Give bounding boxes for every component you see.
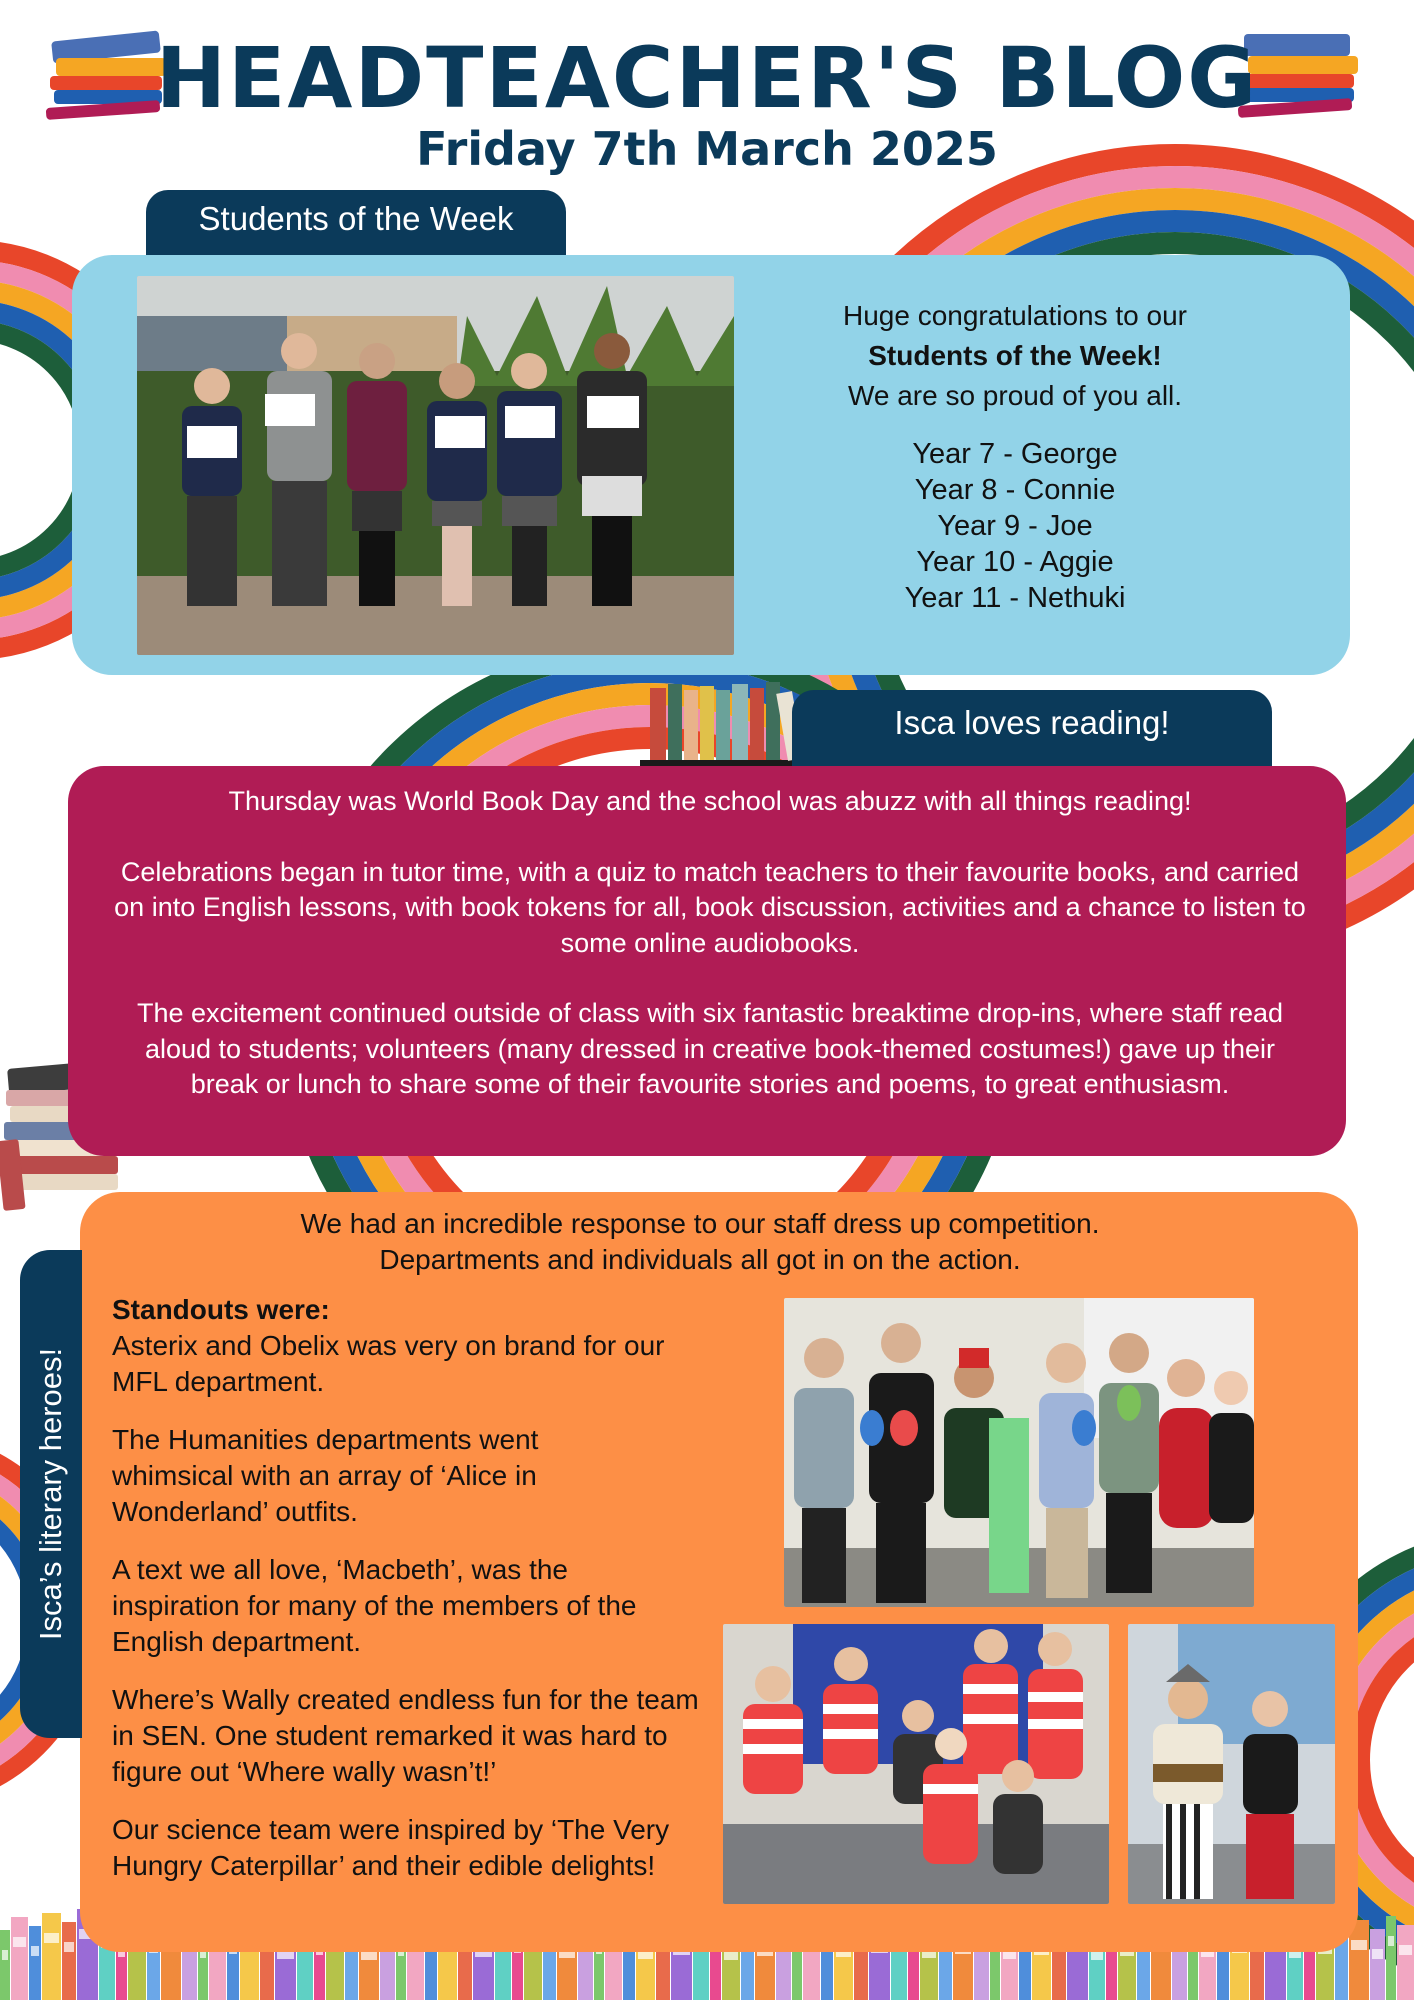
- heading-line-2: Departments and individuals all got in on the action.: [379, 1244, 1021, 1275]
- sotw-line-1: Huge congratulations to our: [843, 300, 1187, 331]
- blog-date: Friday 7th March 2025: [416, 122, 998, 176]
- border-book-spine: [1386, 1916, 1396, 2000]
- border-book-label: [13, 1937, 26, 1947]
- blog-title: HEADTEACHER'S BLOG: [155, 29, 1259, 127]
- sotw-line-3: We are so proud of you all.: [847, 380, 1183, 411]
- reading-paragraph: Thursday was World Book Day and the school was abuzz with all things reading!: [228, 786, 1192, 816]
- standouts-list: [112, 1292, 712, 1906]
- border-book-spine: [42, 1913, 61, 2000]
- border-book-label: [1372, 1949, 1383, 1959]
- heading-line-1: We had an incredible response to our staff dress up competition.: [300, 1208, 1100, 1239]
- winner-item: Year 7 - George: [912, 438, 1118, 470]
- standouts-label: Standouts were:: [112, 1294, 330, 1325]
- winner-item: Year 8 - Connie: [914, 474, 1116, 506]
- staff-costume-photo-science: [784, 1298, 1254, 1607]
- standout-item: A text we all love, ‘Macbeth’, was the inspiration for many of the members of the English department.: [112, 1554, 637, 1657]
- border-book-spine: [62, 1922, 76, 2000]
- literary-heroes-heading: [120, 1206, 1280, 1278]
- winner-item: Year 9 - Joe: [937, 510, 1093, 542]
- border-book-label: [31, 1946, 39, 1956]
- border-book-label: [1388, 1936, 1394, 1946]
- standout-item: Asterix and Obelix was very on brand for our MFL department.: [112, 1330, 665, 1397]
- standout-item: Our science team were inspired by ‘The Very Hungry Caterpillar’ and their edible delights!: [112, 1814, 670, 1881]
- sotw-winner-list: [760, 436, 1270, 616]
- reading-text: [100, 784, 1320, 1138]
- side-tab-label-wrap: [20, 1250, 82, 1738]
- border-book-label: [2, 1950, 8, 1960]
- section-tab-label: Students of the Week: [198, 200, 514, 237]
- winner-item: Year 10 - Aggie: [916, 546, 1114, 578]
- section-tab-reading: [792, 690, 1272, 770]
- border-book-spine: [1397, 1925, 1414, 2000]
- border-book-label: [44, 1933, 59, 1943]
- reading-paragraph: Celebrations began in tutor time, with a quiz to match teachers to their favourite books, and carried on into English lessons, with book tokens for all, book discussion, activities and a chance to listen to some online audiobooks.: [114, 856, 1306, 958]
- side-tab-label: Isca’s literary heroes!: [33, 1347, 68, 1641]
- students-photo: [137, 276, 734, 655]
- border-book-spine: [0, 1930, 10, 2000]
- border-book-spine: [29, 1926, 41, 2000]
- border-book-label: [1399, 1945, 1412, 1955]
- staff-costume-photo-wally: [723, 1624, 1109, 1904]
- reading-paragraph: The excitement continued outside of class with six fantastic breaktime drop-ins, where staff read aloud to students; volunteers (many dressed in creative book-themed costumes!) gave up their break or lunch to share some of their favourite stories and poems, to great enthusiasm.: [136, 998, 1284, 1099]
- section-tab-label: Isca loves reading!: [894, 704, 1170, 741]
- border-book-spine: [1370, 1929, 1385, 2000]
- winner-item: Year 11 - Nethuki: [904, 582, 1126, 614]
- sotw-message: [760, 296, 1270, 416]
- sotw-line-2: Students of the Week!: [868, 340, 1162, 371]
- standout-item: Where’s Wally created endless fun for the team in SEN. One student remarked it was hard to figure out ‘Where wally wasn’t!’: [112, 1684, 699, 1787]
- border-book-label: [1351, 1940, 1367, 1950]
- border-book-spine: [11, 1917, 28, 2000]
- standout-item: The Humanities departments went whimsical with an array of ‘Alice in Wonderland’ outfits.: [112, 1424, 539, 1527]
- border-book-label: [64, 1942, 74, 1952]
- staff-costume-photo-asterix: [1128, 1624, 1335, 1904]
- section-tab-students-of-week: [146, 190, 566, 260]
